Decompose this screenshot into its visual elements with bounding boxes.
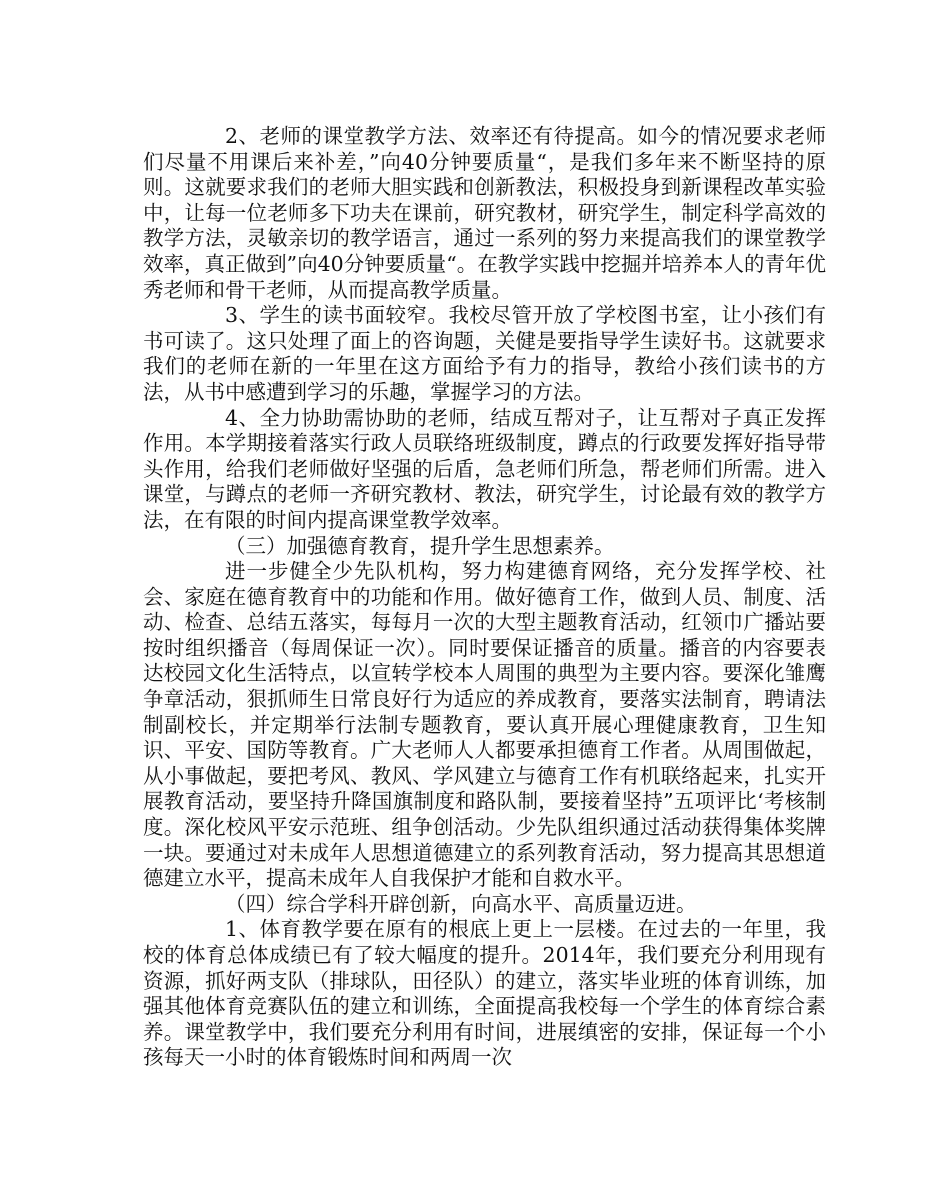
paragraph-pe-teaching: 1、体育教学要在原有的根底上更上一层楼。在过去的一年里，我校的体育总体成绩已有了较大幅度的提升。2014年，我们要充分利用现有资源，抓好两支队（排球队，田径队）的建立，落实毕业班的体育训练，加强其他体育竞赛队伍的建立和训练，全面提高我校每一个学生的体育综合素养。课堂教学中，我们要充分利用有时间，进展缜密的安排，保证每一个小孩每天一小时的体育锻炼时间和两周一次 xyxy=(143,917,826,1070)
paragraph-reading: 3、学生的读书面较窄。我校尽管开放了学校图书室，让小孩们有书可读了。这只处理了面上的咨询题，关健是要指导学生读好书。这就要求我们的老师在新的一年里在这方面给予有力的指导，教给小孩们读书的方法，从书中感遭到学习的乐趣，掌握学习的方法。 xyxy=(143,303,826,404)
paragraph-teacher-support: 4、全力协助需协助的老师，结成互帮对子，让互帮对子真正发挥作用。本学期接着落实行政人员联络班级制度，蹲点的行政要发挥好指导带头作用，给我们老师做好坚强的后盾，急老师们所急，帮老师们所需。进入课堂，与蹲点的老师一齐研究教材、教法，研究学生，讨论最有效的教学方法，在有限的时间内提高课堂教学效率。 xyxy=(143,405,826,532)
section-heading-comprehensive-subjects: （四）综合学科开辟创新，向高水平、高质量迈进。 xyxy=(225,891,697,916)
document-body xyxy=(143,124,826,1071)
paragraph-moral-education: 进一步健全少先队机构，努力构建德育网络，充分发挥学校、社会、家庭在德育教育中的功能和作用。做好德育工作，做到人员、制度、活动、检查、总结五落实，每每月一次的大型主题教育活动，红领巾广播站要按时组织播音（每周保证一次）。同时要保证播音的质量。播音的内容要表达校园文化生活特点，以宣转学校本人周围的典型为主要内容。要深化雏鹰争章活动，狠抓师生日常良好行为适应的养成教育，要落实法制育，聘请法制副校长，并定期举行法制专题教育，要认真开展心理健康教育，卫生知识、平安、国防等教育。广大老师人人都要承担德育工作者。从周围做起，从小事做起，要把考风、教风、学风建立与德育工作有机联络起来，扎实开展教育活动，要坚持升降国旗制度和路队制，要接着坚持”五项评比‘考核制度。深化校风平安示范班、组争创活动。少先队组织通过活动获得集体奖牌一块。要通过对未成年人思想道德建立的系列教育活动，努力提高其思想道德建立水平，提高未成年人自我保护才能和自救水平。 xyxy=(143,559,826,891)
section-heading-moral-education: （三）加强德育教育，提升学生思想素养。 xyxy=(225,533,615,558)
paragraph-teaching-methods: 2、老师的课堂教学方法、效率还有待提高。如今的情况要求老师们尽量不用课后来补差，”向40分钟要质量“，是我们多年来不断坚持的原则。这就要求我们的老师大胆实践和创新教法，积极投身到新课程改革实验中，让每一位老师多下功夫在课前，研究教材，研究学生，制定科学高效的教学方法，灵敏亲切的教学语言，通过一系列的努力来提高我们的课堂教学效率，真正做到”向40分钟要质量“。在教学实践中挖掘并培养本人的青年优秀老师和骨干老师，从而提高教学质量。 xyxy=(143,124,826,302)
